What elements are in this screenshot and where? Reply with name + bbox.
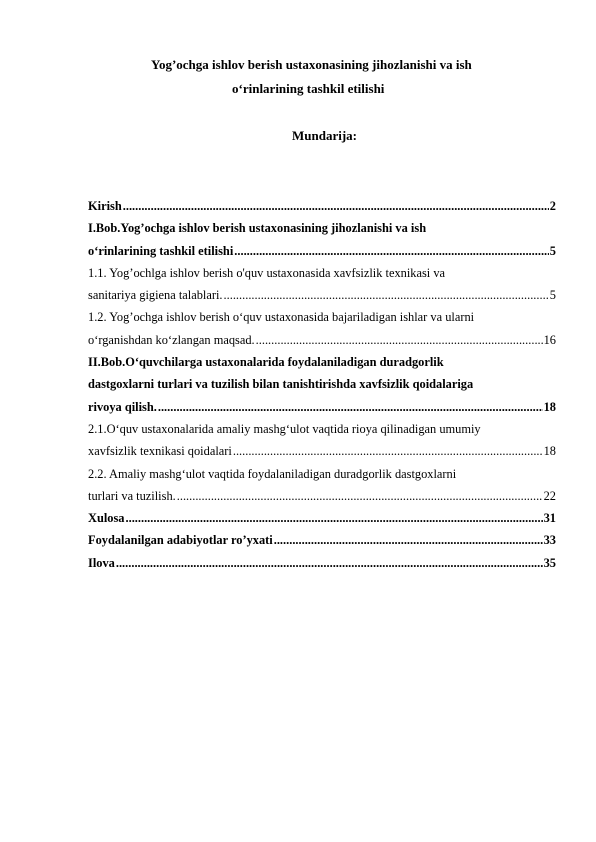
table-of-contents <box>88 195 556 574</box>
toc-dot-leader <box>123 195 549 217</box>
toc-dot-leader <box>234 240 549 262</box>
toc-dot-leader <box>116 552 543 574</box>
toc-page-number: 5 <box>549 243 556 258</box>
toc-page-number: 35 <box>543 555 556 570</box>
toc-dot-leader <box>177 485 543 507</box>
toc-entry-text: 2.2. Amaliy mashg‘ulot vaqtida foydalaniladigan duradgorlik dastgoxlarni <box>88 466 457 481</box>
toc-page-number: 33 <box>543 533 556 548</box>
toc-entry-text: sanitariya gigiena talablari. <box>88 288 223 303</box>
toc-entry <box>88 329 556 351</box>
toc-entry-text: o‘rinlarining tashkil etilishi <box>88 243 234 258</box>
toc-entry <box>88 507 556 529</box>
toc-page-number: 31 <box>543 511 556 526</box>
toc-page-number: 5 <box>549 288 556 303</box>
toc-entry <box>88 306 556 328</box>
toc-entry <box>88 552 556 574</box>
toc-entry-text: Xulosa <box>88 511 125 526</box>
toc-entry-text: dastgoxlarni turlari va tuzilish bilan tanishtirishda xavfsizlik qoidalariga <box>88 377 474 392</box>
document-title-line-1: Yog’ochga ishlov berish ustaxonasining jihozlanishi va ish <box>151 57 472 72</box>
toc-dot-leader <box>126 507 543 529</box>
toc-entry <box>88 463 556 485</box>
toc-entry-text: 1.1. Yog’ochlga ishlov berish o'quv ustaxonasida xavfsizlik texnikasi va <box>88 265 446 280</box>
toc-dot-leader <box>224 284 549 306</box>
toc-entry-text: Ilova <box>88 555 115 570</box>
toc-entry <box>88 351 556 373</box>
toc-entry-text: Foydalanilgan adabiyotlar ro’yxati <box>88 533 273 548</box>
toc-entry <box>88 440 556 462</box>
toc-entry-text: turlari va tuzilish. <box>88 488 176 503</box>
toc-page-number: 18 <box>543 399 556 414</box>
toc-entry-text: o‘rganishdan ko‘zlangan maqsad. <box>88 332 255 347</box>
toc-page-number: 18 <box>543 444 556 459</box>
toc-entry <box>88 284 556 306</box>
document-title-line-2: o‘rinlarining tashkil etilishi <box>232 81 385 96</box>
toc-entry-text: 1.2. Yog’ochga ishlov berish o‘quv ustaxonasida bajariladigan ishlar va ularni <box>88 310 475 325</box>
toc-entry <box>88 262 556 284</box>
toc-dot-leader <box>256 329 543 351</box>
toc-entry <box>88 373 556 395</box>
toc-entry-text: II.Bob.O‘quvchilarga ustaxonalarida foydalaniladigan duradgorlik <box>88 355 444 370</box>
toc-entry-text: Kirish <box>88 199 122 213</box>
toc-page-number: 2 <box>549 199 556 213</box>
toc-entry-text: rivoya qilish. <box>88 399 157 414</box>
toc-entry <box>88 418 556 440</box>
toc-entry-text: 2.1.O‘quv ustaxonalarida amaliy mashg‘ulot vaqtida rioya qilinadigan umumiy <box>88 421 481 436</box>
toc-page-number: 22 <box>543 488 556 503</box>
toc-entry <box>88 396 556 418</box>
toc-entry <box>88 529 556 551</box>
toc-entry-text: I.Bob.Yog’ochga ishlov berish ustaxonasining jihozlanishi va ish <box>88 221 427 236</box>
toc-entry <box>88 240 556 262</box>
toc-entry <box>88 195 556 217</box>
toc-entry <box>88 485 556 507</box>
toc-dot-leader <box>233 440 543 462</box>
contents-heading: Mundarija: <box>292 128 357 143</box>
toc-entry-text: xavfsizlik texnikasi qoidalari <box>88 444 232 459</box>
toc-dot-leader <box>274 529 543 551</box>
toc-entry <box>88 217 556 239</box>
toc-page-number: 16 <box>543 332 556 347</box>
toc-dot-leader <box>158 396 543 418</box>
